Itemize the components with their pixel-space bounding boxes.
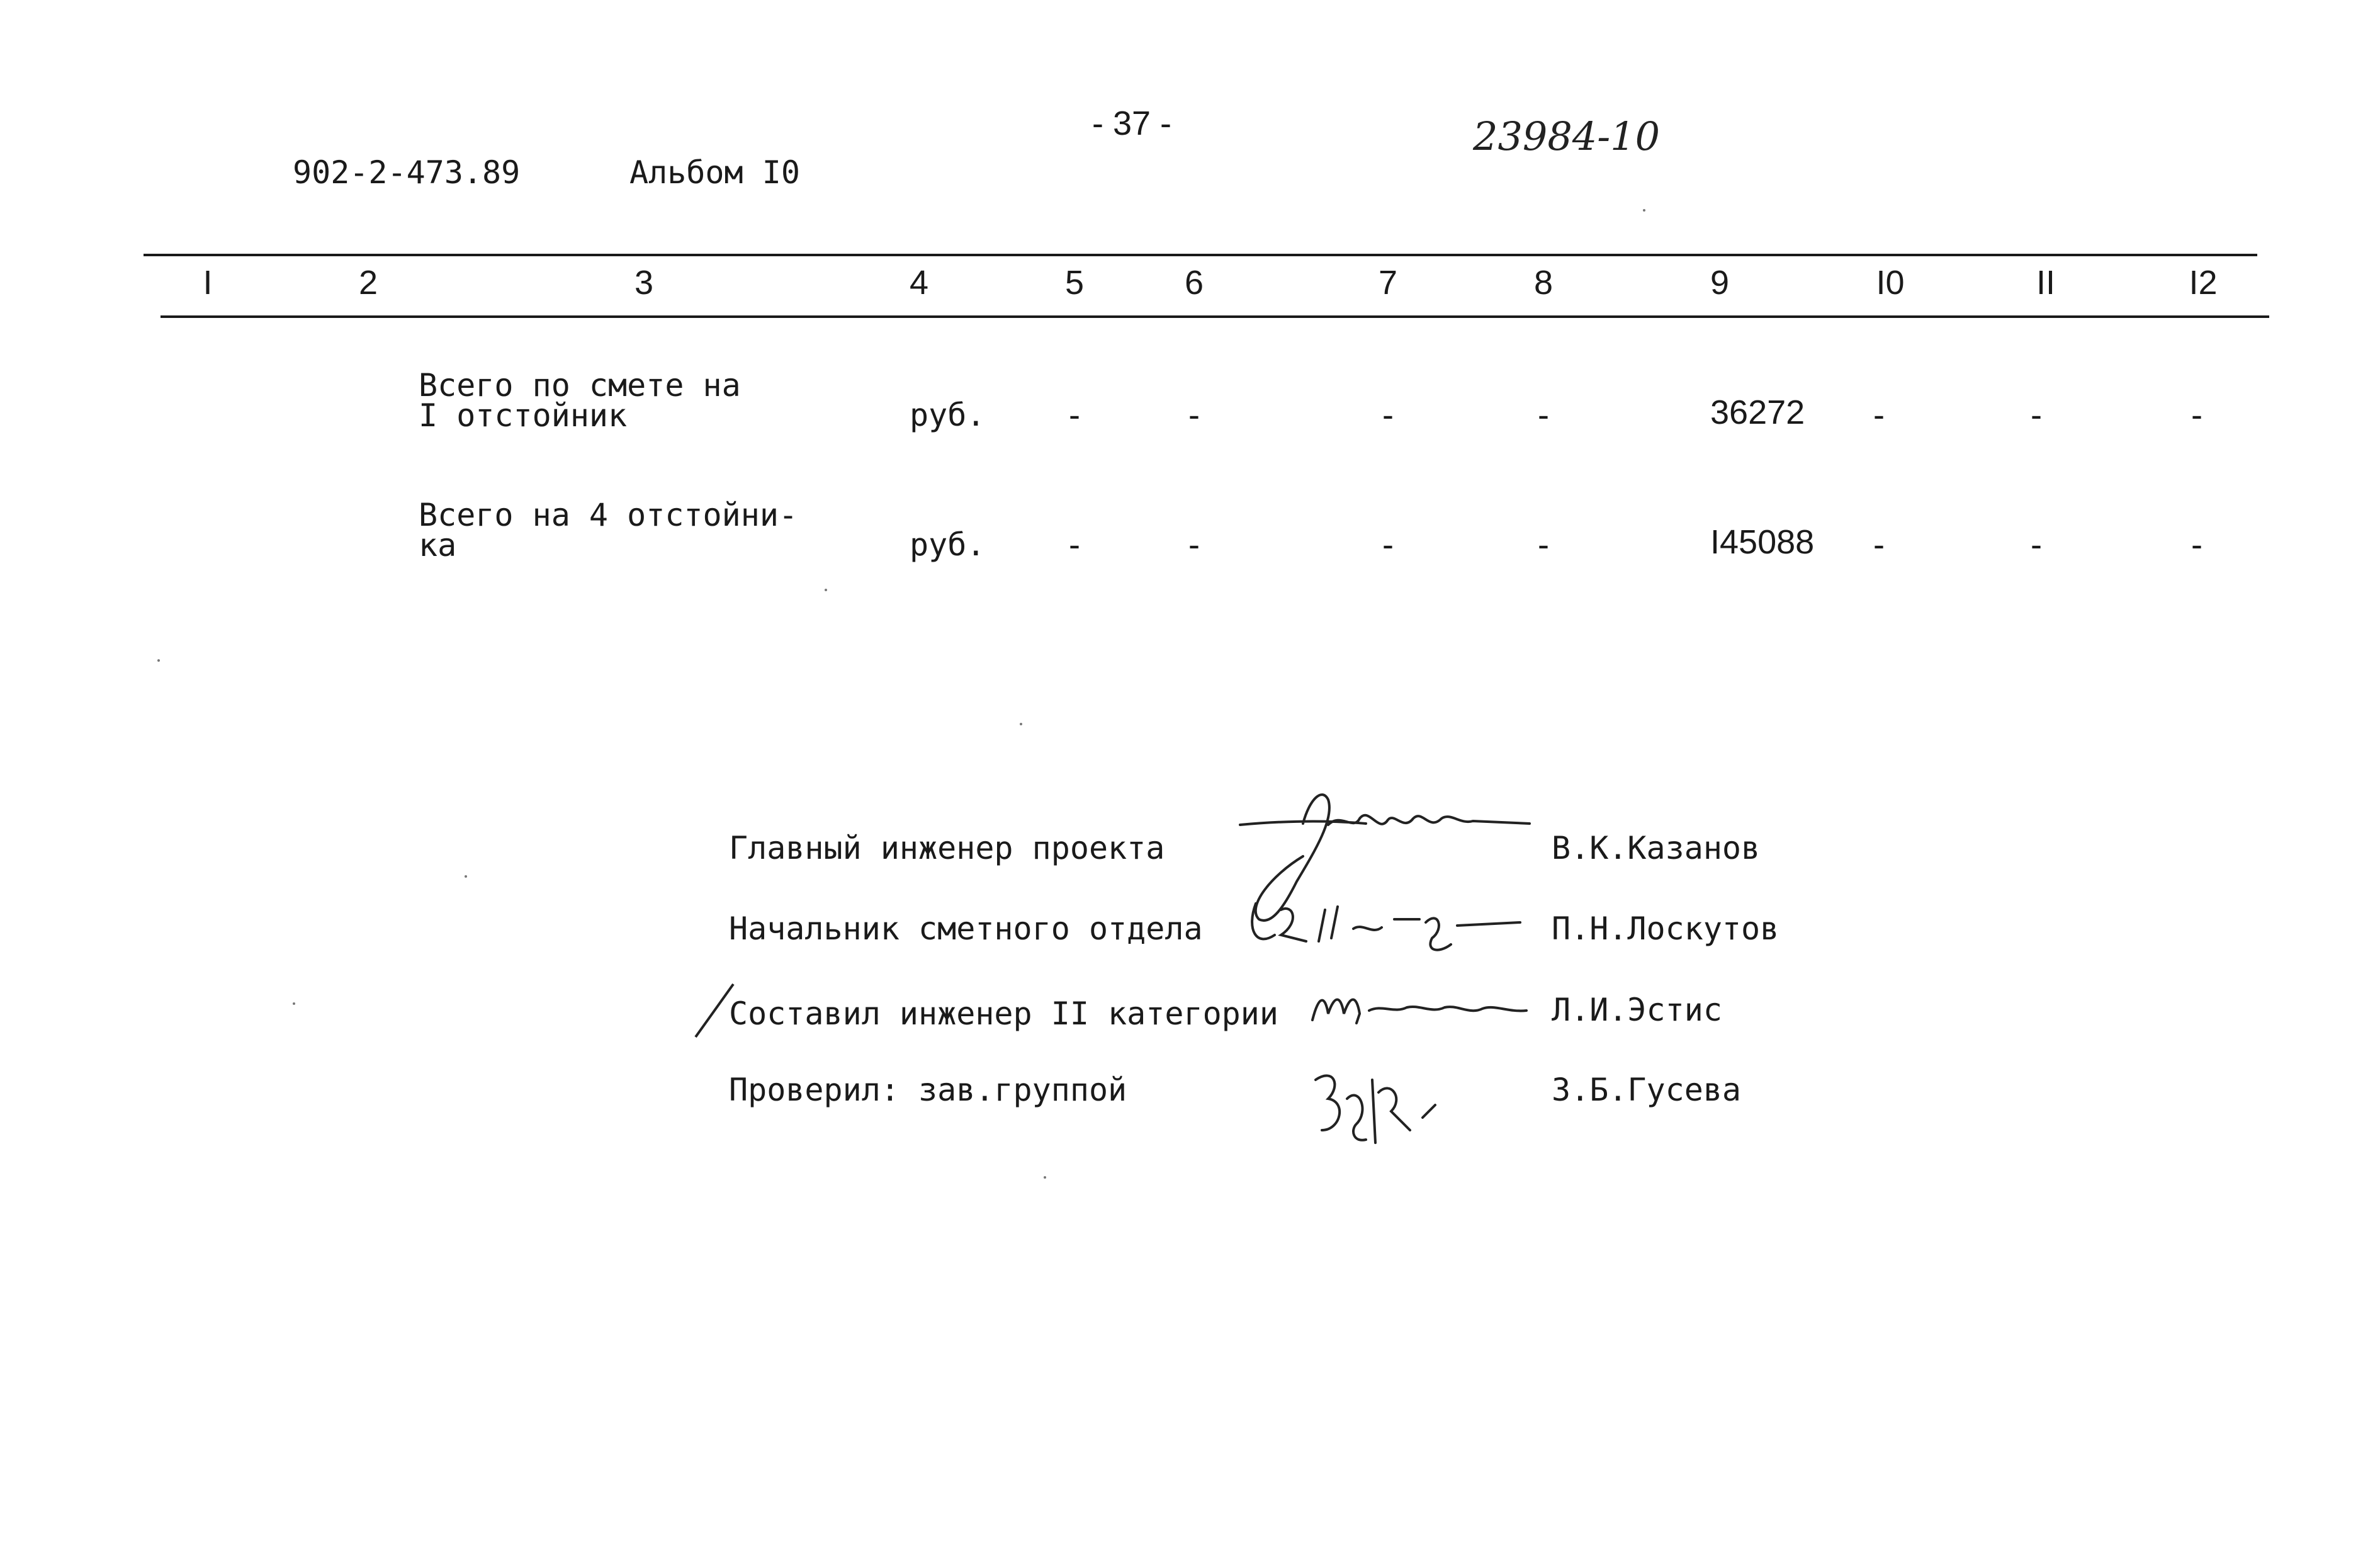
table-header-rule: [161, 315, 2269, 318]
signature-scribble-loskutov: [1243, 891, 1526, 960]
column-header: I: [203, 264, 213, 302]
column-header: I0: [1876, 264, 1905, 302]
cell-col8: -: [1538, 396, 1549, 434]
handwritten-code: 23984-10: [1473, 113, 1661, 159]
column-header: 4: [909, 264, 929, 302]
cell-col12: -: [2191, 526, 2202, 564]
slash-mark: [689, 979, 740, 1042]
column-header: 5: [1064, 264, 1085, 302]
column-header: I2: [2189, 264, 2218, 302]
document-code: 902-2-473.89: [293, 154, 521, 191]
cell-col6: -: [1188, 396, 1200, 434]
row-unit: руб.: [910, 526, 986, 563]
cell-col8: -: [1538, 526, 1549, 564]
cell-col10: -: [1873, 526, 1885, 564]
album-label: Альбом I0: [629, 154, 800, 191]
scan-speck: [1020, 723, 1022, 725]
scan-speck: [465, 875, 467, 878]
signer-role: Составил инженер II категории: [729, 995, 1278, 1032]
row-unit: руб.: [910, 397, 986, 433]
cell-col6: -: [1188, 526, 1200, 564]
cell-col10: -: [1873, 396, 1885, 434]
signer-role: Начальник сметного отдела: [729, 910, 1203, 947]
cell-col9-total: 36272: [1710, 394, 1805, 431]
page-number: - 37 -: [1092, 105, 1172, 142]
signer-name: Л.И.Эстис: [1552, 992, 1722, 1028]
column-header: 6: [1184, 264, 1204, 302]
scan-speck: [293, 1002, 295, 1005]
signer-name: З.Б.Гусева: [1552, 1072, 1742, 1108]
row-description-line1: Всего на 4 отстойни-: [419, 497, 798, 533]
cell-col5: -: [1069, 396, 1080, 434]
column-header: 9: [1710, 264, 1730, 302]
signer-role: Проверил: зав.группой: [729, 1072, 1127, 1108]
scan-speck: [1643, 209, 1645, 212]
cell-col7: -: [1382, 396, 1394, 434]
cell-col9-total: I45088: [1710, 523, 1815, 561]
scan-speck: [1044, 1176, 1046, 1179]
cell-col11: -: [2031, 396, 2042, 434]
signer-name: П.Н.Лоскутов: [1552, 910, 1779, 947]
row-description-line2: I отстойник: [419, 397, 628, 434]
column-header: 7: [1378, 264, 1398, 302]
cell-col7: -: [1382, 526, 1394, 564]
column-header: 3: [634, 264, 654, 302]
cell-col11: -: [2031, 526, 2042, 564]
table-top-rule: [144, 254, 2257, 256]
column-header: 2: [358, 264, 378, 302]
signature-scribble-estis: [1300, 976, 1533, 1033]
column-header: II: [2036, 264, 2056, 302]
signer-name: В.К.Казанов: [1552, 830, 1761, 866]
row-description-line1: Всего по смете на: [419, 367, 741, 404]
cell-col12: -: [2191, 396, 2202, 434]
signer-role: Главный инженер проекта: [729, 830, 1165, 866]
column-header: 8: [1533, 264, 1554, 302]
scan-speck: [825, 589, 827, 591]
row-description-line2: ка: [419, 527, 457, 564]
scan-speck: [157, 659, 160, 662]
signature-scribble-guseva: [1303, 1055, 1467, 1155]
cell-col5: -: [1069, 526, 1080, 564]
